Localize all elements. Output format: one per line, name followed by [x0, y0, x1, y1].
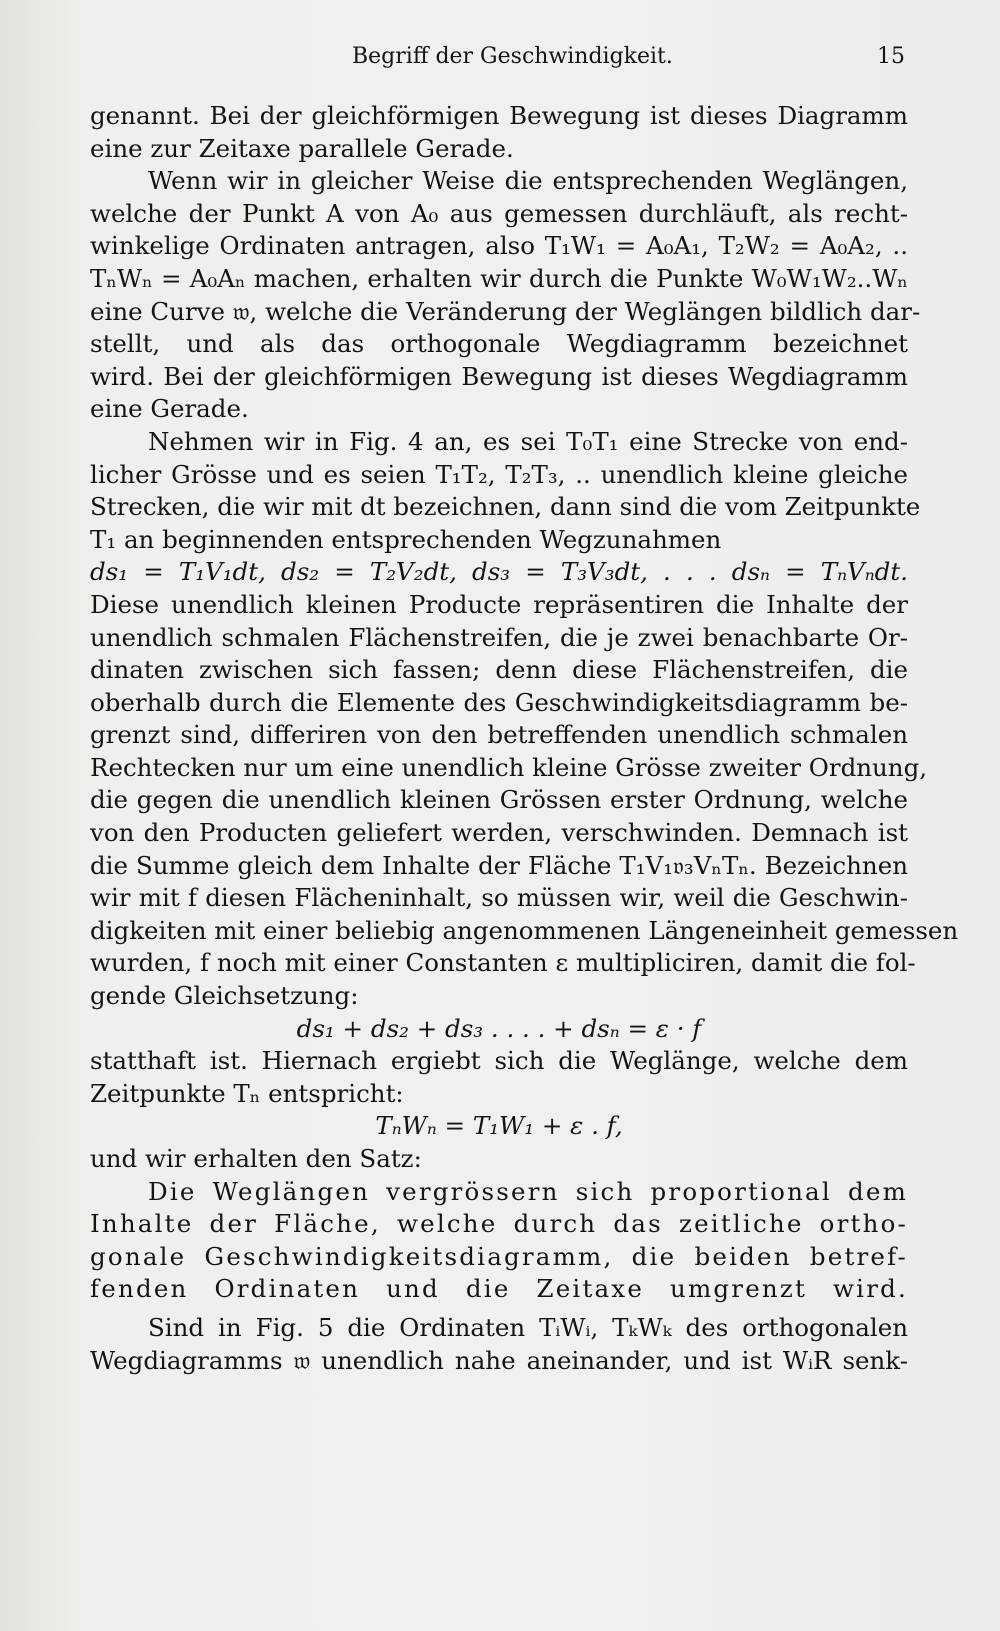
text-line: winkelige Ordinaten antragen, also T₁W₁ = A₀A₁, T₂W₂ = A₀A₂, .. [90, 231, 908, 261]
text-line: T₁ an beginnenden entsprechenden Wegzunahmen [90, 524, 722, 554]
text-line: die gegen die unendlich kleinen Grössen erster Ordnung, welche [90, 785, 908, 815]
running-title: Begriff der Geschwindigkeit. [352, 44, 673, 69]
text-line: wurden, f noch mit einer Constanten ε multipliciren, damit die fol- [90, 948, 916, 978]
body-text [90, 100, 959, 1377]
formula-line: ds₁ + ds₂ + ds₃ . . . . + dsₙ = ε · f [296, 1013, 702, 1043]
formula-line: TₙWₙ = T₁W₁ + ε . f, [375, 1111, 623, 1141]
text-line: licher Grösse und es seien T₁T₂, T₂T₃, .. unendlich kleine gleiche [90, 459, 908, 489]
text-line: Die Weglängen vergrössern sich proportional dem [148, 1176, 908, 1206]
text-line: Diese unendlich kleinen Producte repräsentiren die Inhalte der [90, 589, 908, 619]
text-line: digkeiten mit einer beliebig angenommenen Längeneinheit gemessen [90, 915, 959, 945]
text-line: von den Producten geliefert werden, verschwinden. Demnach ist [90, 818, 908, 848]
text-line: die Summe gleich dem Inhalte der Fläche T₁V₁𝔳₃VₙTₙ. Bezeichnen [90, 850, 908, 880]
text-line: oberhalb durch die Elemente des Geschwindigkeitsdiagramm be- [90, 687, 908, 717]
text-line: TₙWₙ = A₀Aₙ machen, erhalten wir durch die Punkte W₀W₁W₂..Wₙ [90, 263, 908, 293]
text-line: Rechtecken nur um eine unendlich kleine Grösse zweiter Ordnung, [90, 752, 928, 782]
text-line: Wegdiagramms 𝔴 unendlich nahe aneinander, und ist WᵢR senk- [90, 1345, 908, 1375]
text-line: stellt, und als das orthogonale Wegdiagramm bezeichnet [90, 329, 908, 359]
text-line: welche der Punkt A von A₀ aus gemessen durchläuft, als recht- [90, 198, 908, 228]
text-line: Nehmen wir in Fig. 4 an, es sei T₀T₁ eine Strecke von end- [148, 426, 908, 456]
text-line: statthaft ist. Hiernach ergiebt sich die Weglänge, welche dem [90, 1046, 908, 1076]
text-line: dinaten zwischen sich fassen; denn diese Flächenstreifen, die [90, 655, 908, 685]
text-line: eine Curve 𝔴, welche die Veränderung der Weglängen bildlich dar- [90, 296, 921, 326]
text-line: eine zur Zeitaxe parallele Gerade. [90, 133, 514, 163]
text-line: grenzt sind, differiren von den betreffenden unendlich schmalen [90, 720, 908, 750]
text-line: Zeitpunkte Tₙ entspricht: [90, 1078, 404, 1108]
text-line: Inhalte der Fläche, welche durch das zeitliche ortho- [90, 1209, 908, 1239]
text-line: wird. Bei der gleichförmigen Bewegung ist dieses Wegdiagramm [90, 361, 908, 391]
text-line: fenden Ordinaten und die Zeitaxe umgrenzt wird. [90, 1274, 908, 1304]
text-line: Strecken, die wir mit dt bezeichnen, dann sind die vom Zeitpunkte [90, 492, 921, 522]
text-line: eine Gerade. [90, 394, 249, 424]
text-line: Wenn wir in gleicher Weise die entsprechenden Weglängen, [148, 166, 908, 196]
page-number: 15 [877, 44, 905, 69]
text-line: wir mit f diesen Flächeninhalt, so müssen wir, weil die Geschwin- [90, 883, 908, 913]
text-line: gonale Geschwindigkeitsdiagramm, die beiden betref- [90, 1241, 908, 1271]
text-line: genannt. Bei der gleichförmigen Bewegung ist dieses Diagramm [90, 101, 908, 130]
text-line: Sind in Fig. 5 die Ordinaten TᵢWᵢ, TₖWₖ des orthogonalen [148, 1312, 908, 1342]
text-line: unendlich schmalen Flächenstreifen, die je zwei benachbarte Or- [90, 622, 908, 652]
text-line: ds₁ = T₁V₁dt, ds₂ = T₂V₂dt, ds₃ = T₃V₃dt, . . . dsₙ = TₙVₙdt. [90, 557, 908, 587]
text-line: und wir erhalten den Satz: [90, 1144, 422, 1173]
text-line: gende Gleichsetzung: [90, 981, 359, 1011]
running-header [90, 44, 905, 74]
